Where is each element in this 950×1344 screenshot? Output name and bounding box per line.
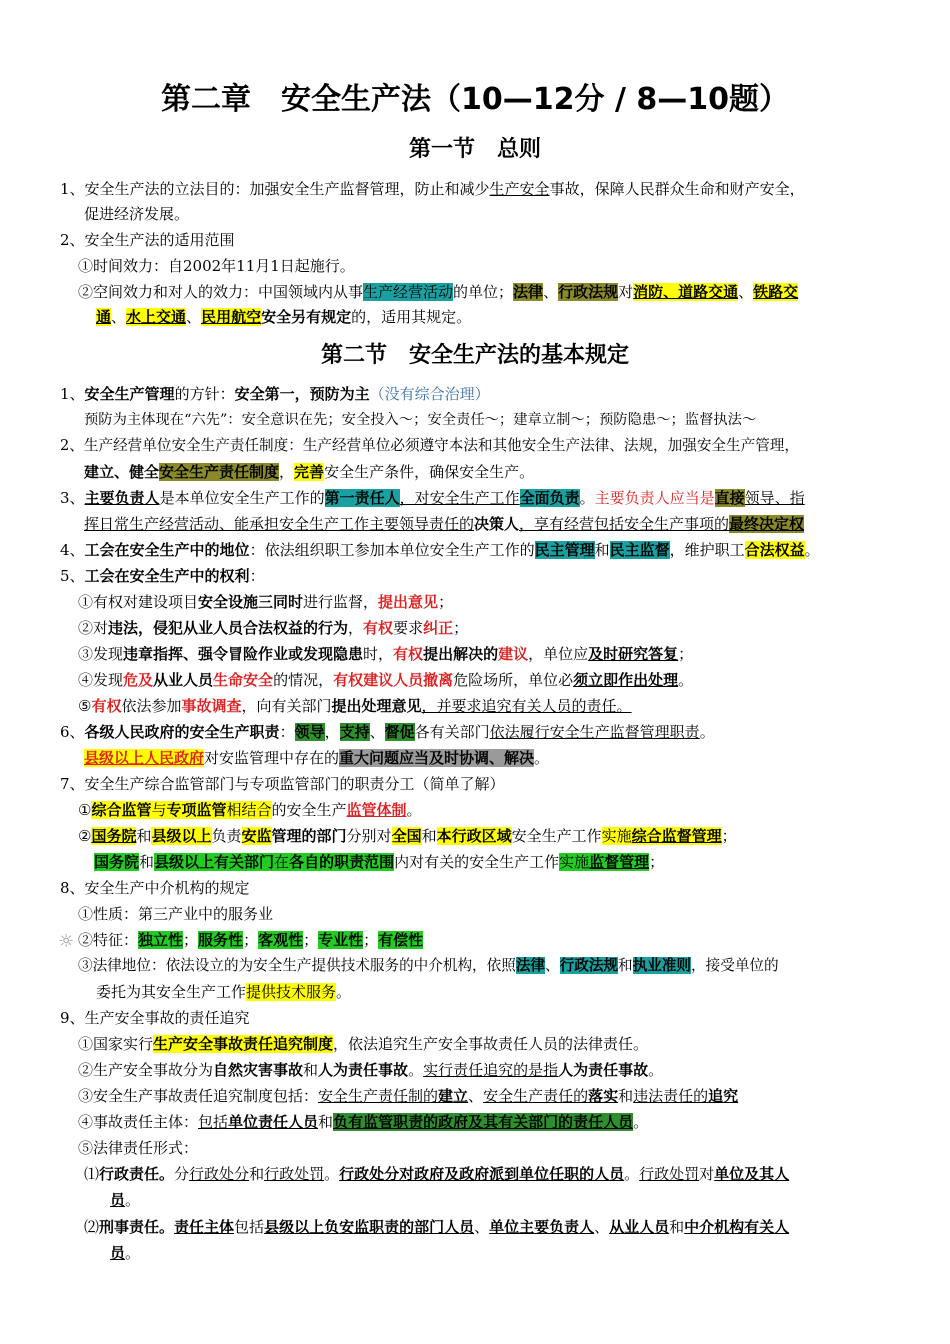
highlight: 生产经营活动 <box>363 283 454 301</box>
text: ⑴ <box>84 1165 100 1183</box>
text: 对 <box>618 283 634 301</box>
text: 和 <box>669 1218 685 1236</box>
text: ； <box>243 931 259 949</box>
text: 提出处理意见 <box>331 697 422 715</box>
text: 行政处分对政府及政府派到单位任职的人员 <box>339 1165 625 1183</box>
highlight: 最终决定权 <box>729 515 805 533</box>
s2-line-34 <box>110 1244 140 1262</box>
text: ，享有经营包括安全生产事项的 <box>519 515 730 533</box>
text: ：依法组织职工参加本单位安全生产工作的 <box>249 541 535 559</box>
text: 各有关部门 <box>414 723 490 741</box>
text: 纠正 <box>423 619 454 637</box>
s2-line-4 <box>84 463 534 481</box>
text: 。 <box>633 1113 649 1131</box>
text: 。 <box>324 1165 340 1183</box>
text: ，向有关部门 <box>241 697 332 715</box>
text: ； <box>303 931 319 949</box>
s2-line-1 <box>60 385 490 403</box>
s2-line-29 <box>78 1113 648 1131</box>
text: 单位责任人员 <box>228 1113 319 1131</box>
text: 管理的部门 <box>271 827 347 845</box>
text: 的方针： <box>174 385 235 403</box>
text: 1、安全生产法的立法目的：加强安全生产监督管理，防止和减少 <box>60 180 490 198</box>
highlight: 与 <box>151 801 167 819</box>
text: ③发现 <box>78 645 124 663</box>
text: ； <box>721 827 737 845</box>
text: 从业人员 <box>153 671 214 689</box>
text: 包括 <box>234 1218 265 1236</box>
s2-line-25: 9、生产安全事故的责任追究 <box>60 1009 250 1027</box>
s2-line-26 <box>78 1035 648 1053</box>
highlight: 民主监督 <box>609 541 670 559</box>
s2-line-6 <box>84 515 804 533</box>
text: 中介机构有关人 <box>684 1218 790 1236</box>
text: ； <box>363 931 379 949</box>
text: 县级以上负安监职责的部门人员 <box>264 1218 475 1236</box>
text: 事故调查 <box>181 697 242 715</box>
text: 单位主要负责人 <box>489 1218 595 1236</box>
text: ， <box>279 463 295 481</box>
highlight: 第一责任人 <box>324 489 400 507</box>
chapter-title: 第二章 安全生产法（10—12分 / 8—10题） <box>161 82 789 117</box>
text: 、 <box>474 1218 490 1236</box>
text: 委托为其安全生产工作 <box>96 983 247 1001</box>
text: 建立、健全 <box>84 463 160 481</box>
text: ⑤ <box>78 697 92 715</box>
text: 单位及其人 <box>714 1165 790 1183</box>
text: 安全生产管理 <box>84 385 175 403</box>
text: 6、 <box>60 723 85 741</box>
text: ④事故责任主体： <box>78 1113 199 1131</box>
text: 各级人民政府的安全生产职责 <box>84 723 280 741</box>
text: 是本单位安全生产工作的 <box>159 489 325 507</box>
text: 分别对 <box>346 827 392 845</box>
s2-line-11 <box>78 645 693 663</box>
highlight: 通 <box>96 308 112 326</box>
text: ②特征： <box>78 931 139 949</box>
s2-line-16: 7、安全生产综合监管部门与专项监管部门的职责分工（简单了解） <box>60 775 505 793</box>
highlight: 合法权益 <box>744 541 805 559</box>
highlight: 实施 <box>601 827 632 845</box>
text: ①有权对建设项目 <box>78 593 199 611</box>
text: ， <box>348 619 364 637</box>
text: 安全生产条件，确保安全生产。 <box>324 463 535 481</box>
text: 危及 <box>123 671 154 689</box>
text: 责任主体 <box>174 1218 235 1236</box>
s1-para-2-1: ①时间效力：自2002年11月1日起施行。 <box>78 257 355 275</box>
text: 刑事责任。 <box>99 1218 175 1236</box>
text: 。 <box>804 541 820 559</box>
highlight: 安监 <box>241 827 272 845</box>
text: ，接受单位的 <box>691 957 779 974</box>
text: ， <box>324 723 340 741</box>
s1-para-1 <box>60 180 805 198</box>
text: 的单位； <box>453 283 514 301</box>
s2-line-12 <box>78 671 693 689</box>
highlight: 本行政区域 <box>436 827 512 845</box>
sun-icon: ☼ <box>58 931 75 952</box>
text: ②对 <box>78 619 109 637</box>
text: 追究 <box>708 1087 739 1105</box>
text: 事故，保障人民群众生命和财产安全， <box>549 180 805 198</box>
text: 实行责任追究的是指 <box>423 1061 559 1079</box>
text: 内对有关的安全生产工作 <box>394 853 560 871</box>
text: 的，适用其规定。 <box>351 308 472 326</box>
text: ③安全生产事故责任追究制度包括： <box>78 1087 319 1105</box>
highlight: 县级以上 <box>151 827 212 845</box>
text: 人为责任事故 <box>318 1061 409 1079</box>
s2-line-32 <box>110 1191 140 1209</box>
text: 安全生产工作 <box>511 827 602 845</box>
text: 和 <box>139 853 155 871</box>
highlight: 国务院 <box>91 827 137 845</box>
highlight: 生产安全事故责任追究制度 <box>153 1035 334 1053</box>
text: 行政处分 <box>189 1165 250 1183</box>
text: ① <box>78 801 92 819</box>
highlight: 执业准则 <box>632 957 692 974</box>
text: 有权建议人员撤离 <box>333 671 454 689</box>
s1-para-1-cont: 促进经济发展。 <box>84 205 190 223</box>
s2-line-9 <box>78 593 453 611</box>
text: 行政责任。 <box>99 1165 175 1183</box>
text: 落实 <box>588 1087 619 1105</box>
text: 。 <box>408 1061 424 1079</box>
s2-line-2: 预防为主体现在“六先”：安全意识在先；安全投入～；安全责任～；建章立制～；预防隐患～；监督执法～ <box>84 412 757 428</box>
s2-line-3: 2、生产经营单位安全生产责任制度：生产经营单位必须遵守本法和其他安全生产法律、法规，加强安全生产管理， <box>60 437 799 454</box>
s2-line-23 <box>78 957 779 975</box>
text: 、 <box>738 283 754 301</box>
s2-line-21: ①性质：第三产业中的服务业 <box>78 905 274 923</box>
text: 5、 <box>60 567 85 585</box>
text: 时， <box>363 645 394 663</box>
highlight: 专项监管 <box>166 801 227 819</box>
text: 监管体制 <box>346 801 407 819</box>
highlight: 独立性 <box>138 931 184 949</box>
text: ⑵ <box>84 1218 100 1236</box>
highlight: 行政法规 <box>559 957 619 974</box>
text: ； <box>453 619 469 637</box>
highlight: 有偿性 <box>378 931 424 949</box>
text: 依法履行安全生产监督管理职责 <box>489 723 700 741</box>
s2-line-31 <box>84 1165 789 1183</box>
text: ③法律地位：依法设立的为安全生产提供技术服务的中介机构，依照 <box>78 957 516 974</box>
text: 。 <box>125 1191 141 1209</box>
text: 领导、指 <box>744 489 805 507</box>
text: 危险场所，单位必 <box>453 671 574 689</box>
text: ，并要求追究有关人员的责任。 <box>421 697 632 715</box>
text: 。 <box>534 749 550 767</box>
text: ①国家实行 <box>78 1035 154 1053</box>
text: 和 <box>136 827 152 845</box>
text: 从业人员 <box>609 1218 670 1236</box>
s2-line-17 <box>78 801 422 819</box>
text: 。 <box>678 671 694 689</box>
text: 工会在安全生产中的地位 <box>84 541 250 559</box>
highlight: 领导 <box>294 723 325 741</box>
text: 及时研究答复 <box>588 645 679 663</box>
highlight: 法律 <box>515 957 546 974</box>
text: 安全生产责任的 <box>483 1087 589 1105</box>
highlight: 县级以上人民政府 <box>84 749 205 767</box>
text: （没有综合治理） <box>369 385 490 403</box>
text: 和 <box>618 957 633 974</box>
text: 和 <box>594 541 610 559</box>
s2-line-10 <box>78 619 468 637</box>
text: 对安监管理中存在的 <box>204 749 340 767</box>
text: 自然灾害事故 <box>213 1061 304 1079</box>
highlight: 督促 <box>384 723 415 741</box>
highlight: 法律 <box>513 283 544 301</box>
highlight: 监督管理 <box>589 853 650 871</box>
text: 对 <box>699 1165 715 1183</box>
text: ，依法追究生产安全事故责任人员的法律责任。 <box>333 1035 649 1053</box>
s2-line-27 <box>78 1061 663 1079</box>
text: 的情况， <box>273 671 334 689</box>
highlight: 综合监管 <box>91 801 152 819</box>
highlight: 支持 <box>339 723 370 741</box>
highlight: 安全生产责任制度 <box>159 463 280 481</box>
section-1-title: 第一节 总则 <box>408 137 541 162</box>
text: 提出解决的 <box>423 645 499 663</box>
text: 须立即作出处理 <box>573 671 679 689</box>
text: 行政处罚 <box>264 1165 325 1183</box>
text: 生产安全 <box>489 180 550 198</box>
highlight: 重大问题应当及时协调、解决 <box>339 749 535 767</box>
text: 分 <box>174 1165 190 1183</box>
text: ： <box>249 567 265 585</box>
highlight: 实施 <box>559 853 590 871</box>
text: 、 <box>545 957 560 974</box>
text: 。 <box>624 1165 640 1183</box>
text: 、 <box>594 1218 610 1236</box>
text: 的安全生产 <box>271 801 347 819</box>
text: 依法参加 <box>121 697 182 715</box>
text: 人为责任事故 <box>558 1061 649 1079</box>
text: 。 <box>648 1061 664 1079</box>
text: 。 <box>406 801 422 819</box>
text: 。 <box>699 723 715 741</box>
highlight: 相结合 <box>226 801 272 819</box>
text: 违法责任的 <box>633 1087 709 1105</box>
text: 、 <box>543 283 559 301</box>
text: 3、 <box>60 489 85 507</box>
highlight: 民主管理 <box>534 541 595 559</box>
highlight: 全面负责 <box>519 489 580 507</box>
highlight: 完善 <box>294 463 325 481</box>
text: 主要负责人应当是 <box>594 489 715 507</box>
text: ； <box>438 593 454 611</box>
s2-line-33 <box>84 1218 789 1236</box>
highlight: 民用航空 <box>201 308 262 326</box>
text: 违章指挥、强令冒险作业或发现隐患 <box>123 645 364 663</box>
text: 和 <box>618 1087 634 1105</box>
text: 决策人 <box>474 515 520 533</box>
text: 工会在安全生产中的权利 <box>84 567 250 585</box>
highlight: 服务性 <box>198 931 244 949</box>
text: 员 <box>110 1191 126 1209</box>
text: ； <box>678 645 694 663</box>
s2-line-30: ⑤法律责任形式： <box>78 1139 199 1157</box>
text: ② <box>78 827 92 845</box>
highlight: 提供技术服务 <box>246 983 337 1001</box>
highlight: 在 <box>274 853 290 871</box>
text: 包括 <box>198 1113 229 1131</box>
text: 。 <box>125 1244 141 1262</box>
text: 有权 <box>91 697 122 715</box>
s2-line-28 <box>78 1087 738 1105</box>
s2-line-14 <box>60 723 715 741</box>
highlight: 铁路交 <box>753 283 799 301</box>
text: ④发现 <box>78 671 124 689</box>
s2-line-18 <box>78 827 737 845</box>
highlight: 水上交通 <box>126 308 187 326</box>
text: ，对安全生产工作 <box>399 489 520 507</box>
text: 主要负责人 <box>84 489 160 507</box>
s1-para-2-3 <box>96 308 471 326</box>
text: 1、 <box>60 385 85 403</box>
text: 员 <box>110 1244 126 1262</box>
s1-para-2-2 <box>78 283 798 301</box>
text: 安全另有规定 <box>261 308 352 326</box>
text: 挥日常生产经营活动、能承担安全生产工作主要领导责任的 <box>84 515 475 533</box>
s2-line-13 <box>78 697 632 715</box>
text: 。 <box>579 489 595 507</box>
text: 和 <box>249 1165 265 1183</box>
text: ； <box>649 853 665 871</box>
text: 行政处罚 <box>639 1165 700 1183</box>
highlight: 行政法规 <box>558 283 619 301</box>
highlight: 消防、道路交通 <box>633 283 739 301</box>
text: 和 <box>303 1061 319 1079</box>
text: 安全生产责任制的 <box>318 1087 439 1105</box>
highlight: 客观性 <box>258 931 304 949</box>
text: 负责 <box>211 827 242 845</box>
highlight: 各自的职责范围 <box>289 853 395 871</box>
section-2-title: 第二节 安全生产法的基本规定 <box>320 343 629 368</box>
text: 提出意见 <box>378 593 439 611</box>
text: ②空间效力和对人的效力：中国领域内从事 <box>78 283 364 301</box>
highlight: 综合监督管理 <box>631 827 722 845</box>
text: 、 <box>369 723 385 741</box>
highlight: 国务院 <box>94 853 140 871</box>
text: 生命安全 <box>213 671 274 689</box>
text: 4、 <box>60 541 85 559</box>
s2-line-8 <box>60 567 265 585</box>
text: 建议 <box>498 645 529 663</box>
text: 建立 <box>438 1087 469 1105</box>
s2-line-20: 8、安全生产中介机构的规定 <box>60 879 250 897</box>
highlight: 县级以上有关部门 <box>154 853 275 871</box>
text: 和 <box>421 827 437 845</box>
s2-line-22 <box>78 931 423 949</box>
s2-line-15 <box>84 749 549 767</box>
text: 安全设施三同时 <box>198 593 304 611</box>
text: ； <box>183 931 199 949</box>
highlight: 全国 <box>391 827 422 845</box>
text: 和 <box>318 1113 334 1131</box>
text: 进行监督， <box>303 593 379 611</box>
text: 、 <box>111 308 127 326</box>
s2-line-7 <box>60 541 820 559</box>
s1-para-2: 2、安全生产法的适用范围 <box>60 231 235 249</box>
text: 安全第一，预防为主 <box>234 385 370 403</box>
text: ②生产安全事故分为 <box>78 1061 214 1079</box>
s2-line-19 <box>94 853 664 871</box>
text: 有权 <box>363 619 394 637</box>
text: 有权 <box>393 645 424 663</box>
text: 、 <box>468 1087 484 1105</box>
s2-line-5 <box>60 489 805 507</box>
text: ，单位应 <box>528 645 589 663</box>
text: 违法，侵犯从业人员合法权益的行为 <box>108 619 349 637</box>
text: 要求 <box>393 619 424 637</box>
text: 、 <box>186 308 202 326</box>
highlight: 负有监管职责的政府及其有关部门的责任人员 <box>333 1113 634 1131</box>
highlight: 直接 <box>714 489 745 507</box>
s2-line-24 <box>96 983 351 1001</box>
text: ，维护职工 <box>669 541 745 559</box>
text: 。 <box>336 983 352 1001</box>
text: ： <box>279 723 295 741</box>
highlight: 专业性 <box>318 931 364 949</box>
